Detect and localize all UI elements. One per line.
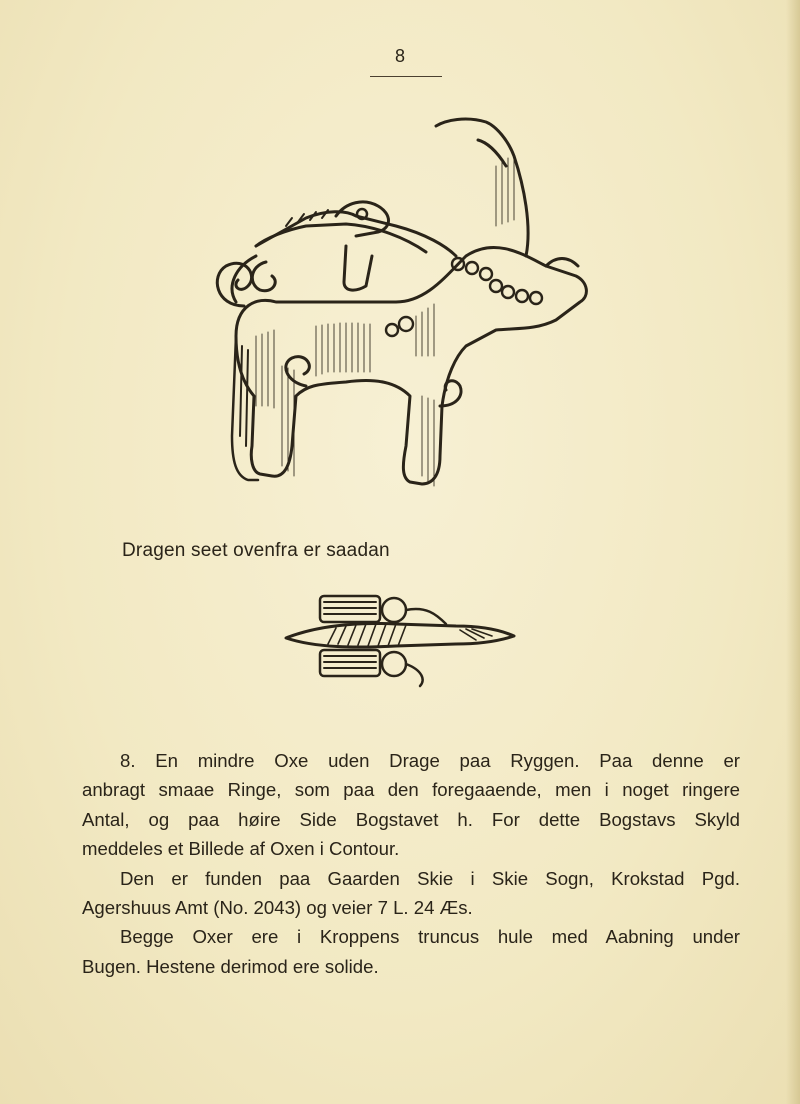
text-line: meddeles et Billede af Oxen i Contour. — [82, 838, 400, 860]
page-number: 8 — [394, 46, 405, 66]
body-text — [82, 746, 740, 981]
text-line: Antal, og paa høire Side Bogstavet h. For dette Bogstavs Skyld — [82, 808, 740, 830]
text-line: Den er funden paa Gaarden Skie i Skie Sogn, Krokstad Pgd. — [120, 867, 740, 889]
dragon-top-view-illustration — [276, 586, 526, 696]
text-line: 8. En mindre Oxe uden Drage paa Ryggen. Paa denne er — [120, 750, 740, 771]
text-line: anbragt smaae Ringe, som paa den foregaaende, men i noget ringere — [82, 779, 740, 801]
header-rule — [370, 76, 442, 77]
text-line: Begge Oxer ere i Kroppens truncus hule med Aabning under — [120, 926, 740, 948]
paragraph-3 — [82, 922, 740, 981]
paragraph-2 — [82, 864, 740, 923]
paragraph-1 — [82, 746, 740, 864]
ox-figurine-with-dragon-illustration — [196, 106, 596, 506]
page-edge-shadow — [786, 0, 800, 1104]
text-line: Agershuus Amt (No. 2043) og veier 7 L. 24 Æs. — [82, 897, 473, 919]
figure-caption: Dragen seet ovenfra er saadan — [122, 540, 390, 561]
text-line: Bugen. Hestene derimod ere solide. — [82, 955, 379, 977]
